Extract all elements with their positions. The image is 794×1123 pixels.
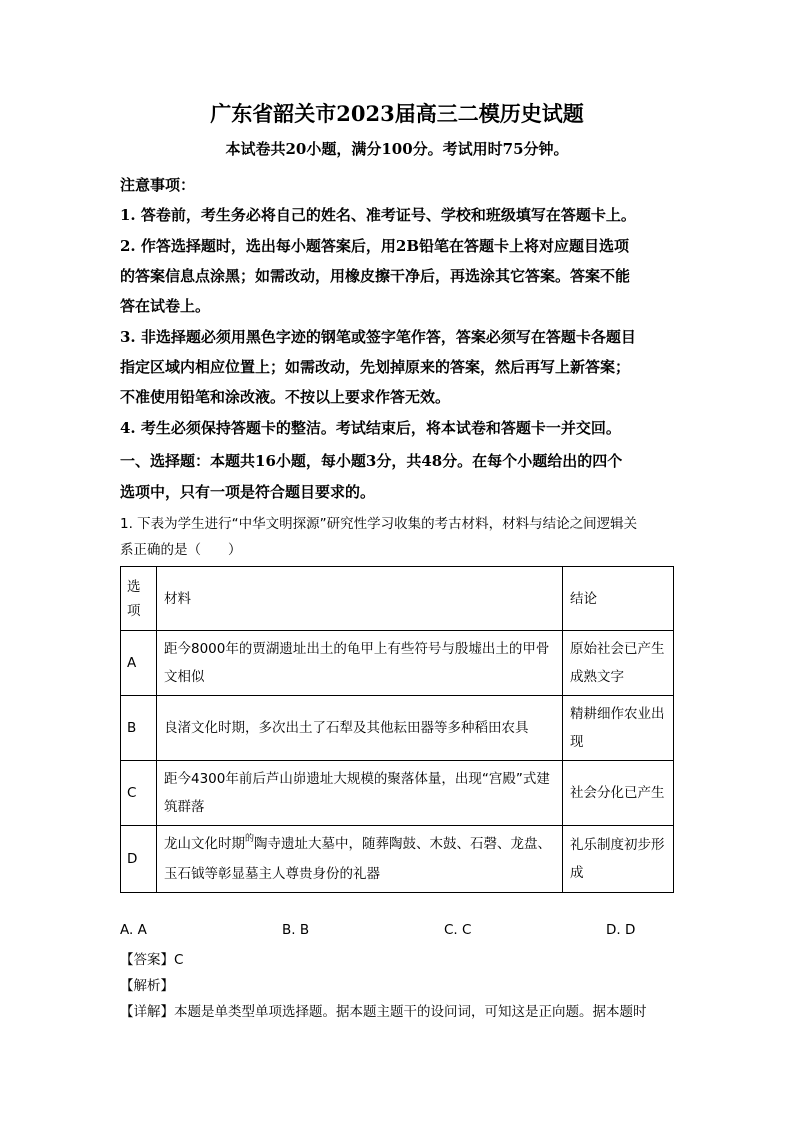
notice-line: 2. 作答选择题时，选出每小题答案后，用2B铅笔在答题卡上将对应题目选项 xyxy=(120,237,629,255)
row-option: C xyxy=(121,761,157,826)
header-option: 选项 xyxy=(121,567,157,631)
choice-b: B. B xyxy=(282,922,310,938)
choice-c: C. C xyxy=(444,922,472,938)
choice-d: D. D xyxy=(606,922,636,938)
answer-value: C xyxy=(174,952,184,968)
row-material: 龙山文化时期$^的$陶寺遗址大墓中，随葬陶鼓、木鼓、石磬、龙盘、玉石钺等彰显墓主人尊贵身份的礼器 xyxy=(157,826,563,893)
notice-line: 1. 答卷前，考生务必将自己的姓名、准考证号、学校和班级填写在答题卡上。 xyxy=(120,206,636,224)
notice-line: 不准使用铅笔和涂改液。不按以上要求作答无效。 xyxy=(120,388,451,406)
section-heading: 一、选择题：本题共16小题，每小题3分，共48分。在每个小题给出的四个 xyxy=(120,452,623,470)
answer-line xyxy=(120,948,183,968)
answer-label: 【答案】 xyxy=(120,952,174,968)
row-material: 良渚文化时期，多次出土了石犁及其他耘田器等多种稻田农具 xyxy=(157,696,563,761)
header-material: 材料 xyxy=(157,567,563,631)
row-option: B xyxy=(121,696,157,761)
table-row xyxy=(121,761,674,826)
notice-line: 答在试卷上。 xyxy=(120,297,211,315)
table-row xyxy=(121,696,674,761)
material-table xyxy=(120,566,674,893)
row-conclusion: 精耕细作农业出现 xyxy=(563,696,674,761)
section-heading-cont: 选项中，只有一项是符合题目要求的。 xyxy=(120,483,376,501)
question-stem: 1. 下表为学生进行“中华文明探源”研究性学习收集的考古材料，材料与结论之间逻辑关 xyxy=(120,516,638,532)
table-row xyxy=(121,826,674,893)
analysis-label: 【解析】 xyxy=(120,978,174,994)
notice-heading: 注意事项： xyxy=(120,176,196,194)
exam-subtitle: 本试卷共20小题，满分100分。考试用时75分钟。 xyxy=(225,140,569,158)
notice-line: 3. 非选择题必须用黑色字迹的钢笔或签字笔作答，答案必须写在答题卡各题目 xyxy=(120,328,636,346)
row-option: D xyxy=(121,826,157,893)
notice-line: 4. 考生必须保持答题卡的整洁。考试结束后，将本试卷和答题卡一并交回。 xyxy=(120,419,621,437)
row-conclusion: 社会分化已产生 xyxy=(563,761,674,826)
row-option: A xyxy=(121,631,157,696)
row-conclusion: 礼乐制度初步形成 xyxy=(563,826,674,893)
choice-a: A. A xyxy=(120,922,147,938)
notice-line: 的答案信息点涂黑；如需改动，用橡皮擦干净后，再选涂其它答案。答案不能 xyxy=(120,267,631,285)
question-stem-cont: 系正确的是（ ） xyxy=(120,542,242,558)
notice-line: 指定区域内相应位置上；如需改动，先划掉原来的答案，然后再写上新答案； xyxy=(120,358,631,376)
table-row xyxy=(121,631,674,696)
detail-text: 【详解】本题是单类型单项选择题。据本题主题干的设问词，可知这是正向题。据本题时 xyxy=(120,1004,647,1020)
header-conclusion: 结论 xyxy=(563,567,674,631)
table-header-row xyxy=(121,567,674,631)
row-conclusion: 原始社会已产生成熟文字 xyxy=(563,631,674,696)
row-material: 距今4300年前后芦山峁遗址大规模的聚落体量，出现“宫殿”式建筑群落 xyxy=(157,761,563,826)
row-material: 距今8000年的贾湖遗址出土的龟甲上有些符号与殷墟出土的甲骨文相似 xyxy=(157,631,563,696)
exam-title: 广东省韶关市2023届高三二模历史试题 xyxy=(210,101,584,126)
